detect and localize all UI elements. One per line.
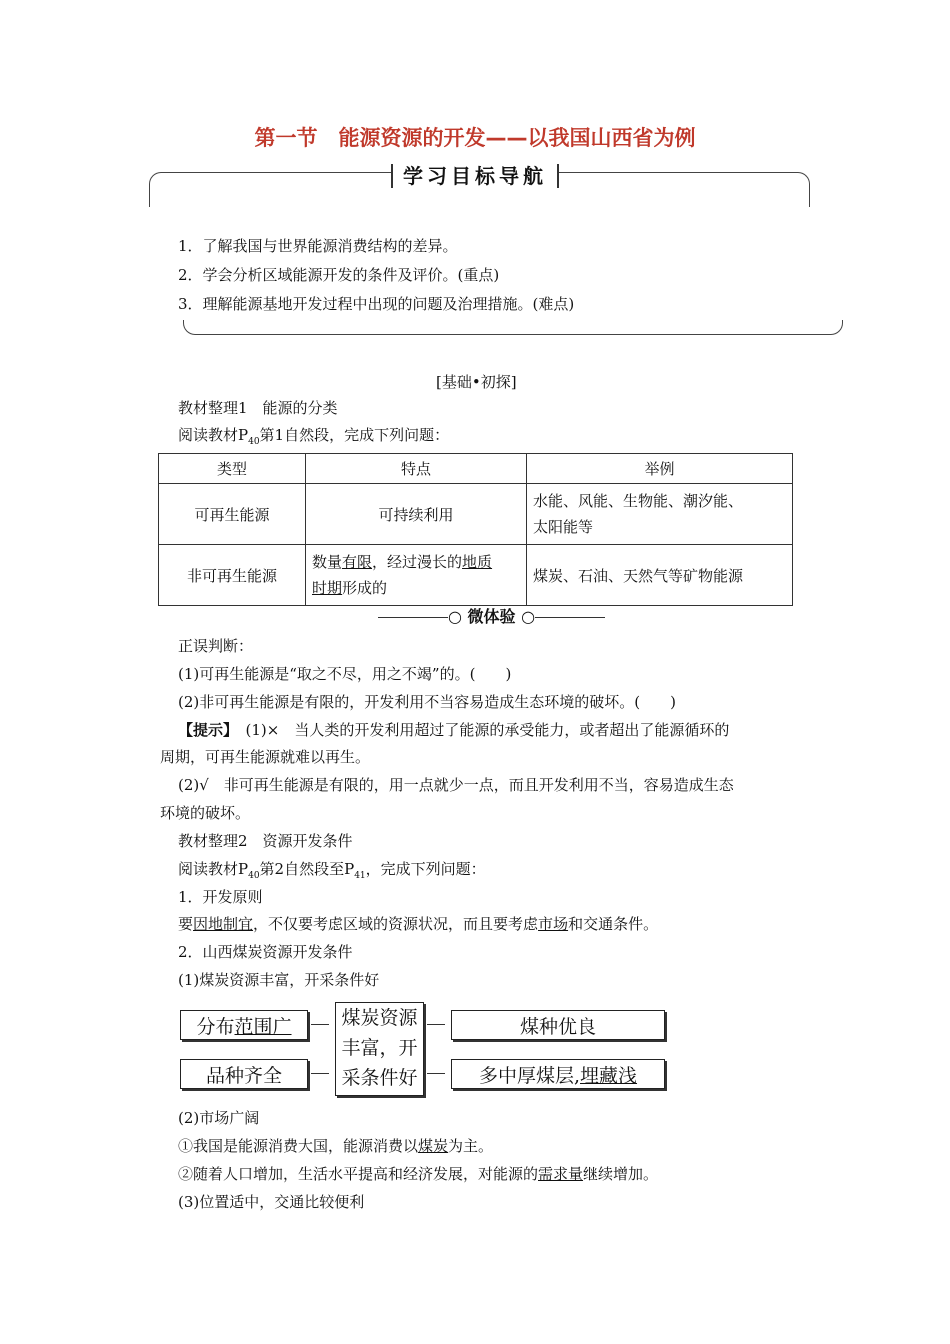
table-row <box>159 545 793 606</box>
section-label: [基础•初探] <box>436 373 517 391</box>
table-header-row <box>159 454 793 484</box>
section2-instruction: 阅读教材$P_{40}$第2自然段至$P_{41}$，完成下列问题： <box>178 860 486 881</box>
principle-text: 要因地制宜，不仅要考虑区域的资源状况，而且要考虑市场和交通条件。 <box>178 915 659 933</box>
question-1: (1)可再生能源是“取之不尽，用之不竭”的。( ) <box>178 665 512 683</box>
table-cell: 非可再生能源 <box>159 545 306 606</box>
section2-heading: 教材整理2 资源开发条件 <box>178 832 353 850</box>
table-cell: 可持续利用 <box>306 484 527 545</box>
shanxi-cond-2: (2)市场广阔 <box>178 1109 260 1127</box>
page-title: 第一节 能源资源的开发——以我国山西省为例 <box>254 126 696 150</box>
diagram-box-variety: 品种齐全 <box>180 1059 308 1089</box>
judge-label: 正误判断： <box>178 637 254 655</box>
table-cell: 可再生能源 <box>159 484 306 545</box>
goal-2: 2．学会分析区域能源开发的条件及评价。(重点) <box>178 266 500 284</box>
goal-1: 1．了解我国与世界能源消费结构的差异。 <box>178 237 458 255</box>
diagram-connector <box>427 1024 445 1025</box>
table-cell: 数量有限，经过漫长的地质 时期形成的 <box>306 545 527 606</box>
goals-nav-heading <box>0 160 950 189</box>
goals-nav-label: 学习目标导航 <box>391 164 559 188</box>
micro-experience-heading: ○ 微体验 ○ <box>378 604 604 627</box>
shanxi-cond-1: (1)煤炭资源丰富，开采条件好 <box>178 971 380 989</box>
table-cell: 煤炭、石油、天然气等矿物能源 <box>527 545 793 606</box>
diagram-box-quality: 煤种优良 <box>451 1010 665 1040</box>
diagram-box-seams: 多中厚煤层, 埋藏浅 <box>451 1059 665 1089</box>
shanxi-cond-2-1: ①我国是能源消费大国，能源消费以煤炭为主。 <box>178 1137 494 1155</box>
section1-instruction: 阅读教材$P_{40}$第1自然段，完成下列问题： <box>178 426 450 447</box>
hint-1-line-2: 周期，可再生能源就难以再生。 <box>160 748 371 766</box>
diagram-connector <box>311 1073 329 1074</box>
table-header-cell: 举例 <box>527 454 793 484</box>
goals-bottom-frame <box>183 320 843 335</box>
shanxi-cond-3: (3)位置适中，交通比较便利 <box>178 1193 365 1211</box>
diagram-connector <box>311 1024 329 1025</box>
shanxi-cond-2-2: ②随着人口增加，生活水平提高和经济发展，对能源的需求量继续增加。 <box>178 1165 659 1183</box>
goal-3: 3．理解能源基地开发过程中出现的问题及治理措施。(难点) <box>178 295 575 313</box>
shanxi-heading: 2．山西煤炭资源开发条件 <box>178 943 353 961</box>
table-cell: 水能、风能、生物能、潮汐能、 太阳能等 <box>527 484 793 545</box>
principle-heading: 1．开发原则 <box>178 888 263 906</box>
energy-classification-table <box>158 453 793 606</box>
diagram-connector <box>427 1073 445 1074</box>
table-header-cell: 特点 <box>306 454 527 484</box>
table-row <box>159 484 793 545</box>
section1-heading: 教材整理1 能源的分类 <box>178 399 338 417</box>
hint-2-line-1: (2)√ 非可再生能源是有限的，用一点就少一点，而且开发利用不当，容易造成生态 <box>178 776 734 794</box>
diagram-box-distribution: 分布 范围广 <box>180 1010 308 1040</box>
hint-2-line-2: 环境的破坏。 <box>160 804 251 822</box>
table-header-cell: 类型 <box>159 454 306 484</box>
hint-1-line-1: 【提示】 (1)× 当人类的开发利用超过了能源的承受能力，或者超出了能源循环的 <box>178 721 730 739</box>
diagram-center-box: 煤炭资源 丰富，开 采条件好 <box>335 1002 424 1096</box>
question-2: (2)非可再生能源是有限的，开发利用不当容易造成生态环境的破坏。( ) <box>178 693 676 711</box>
